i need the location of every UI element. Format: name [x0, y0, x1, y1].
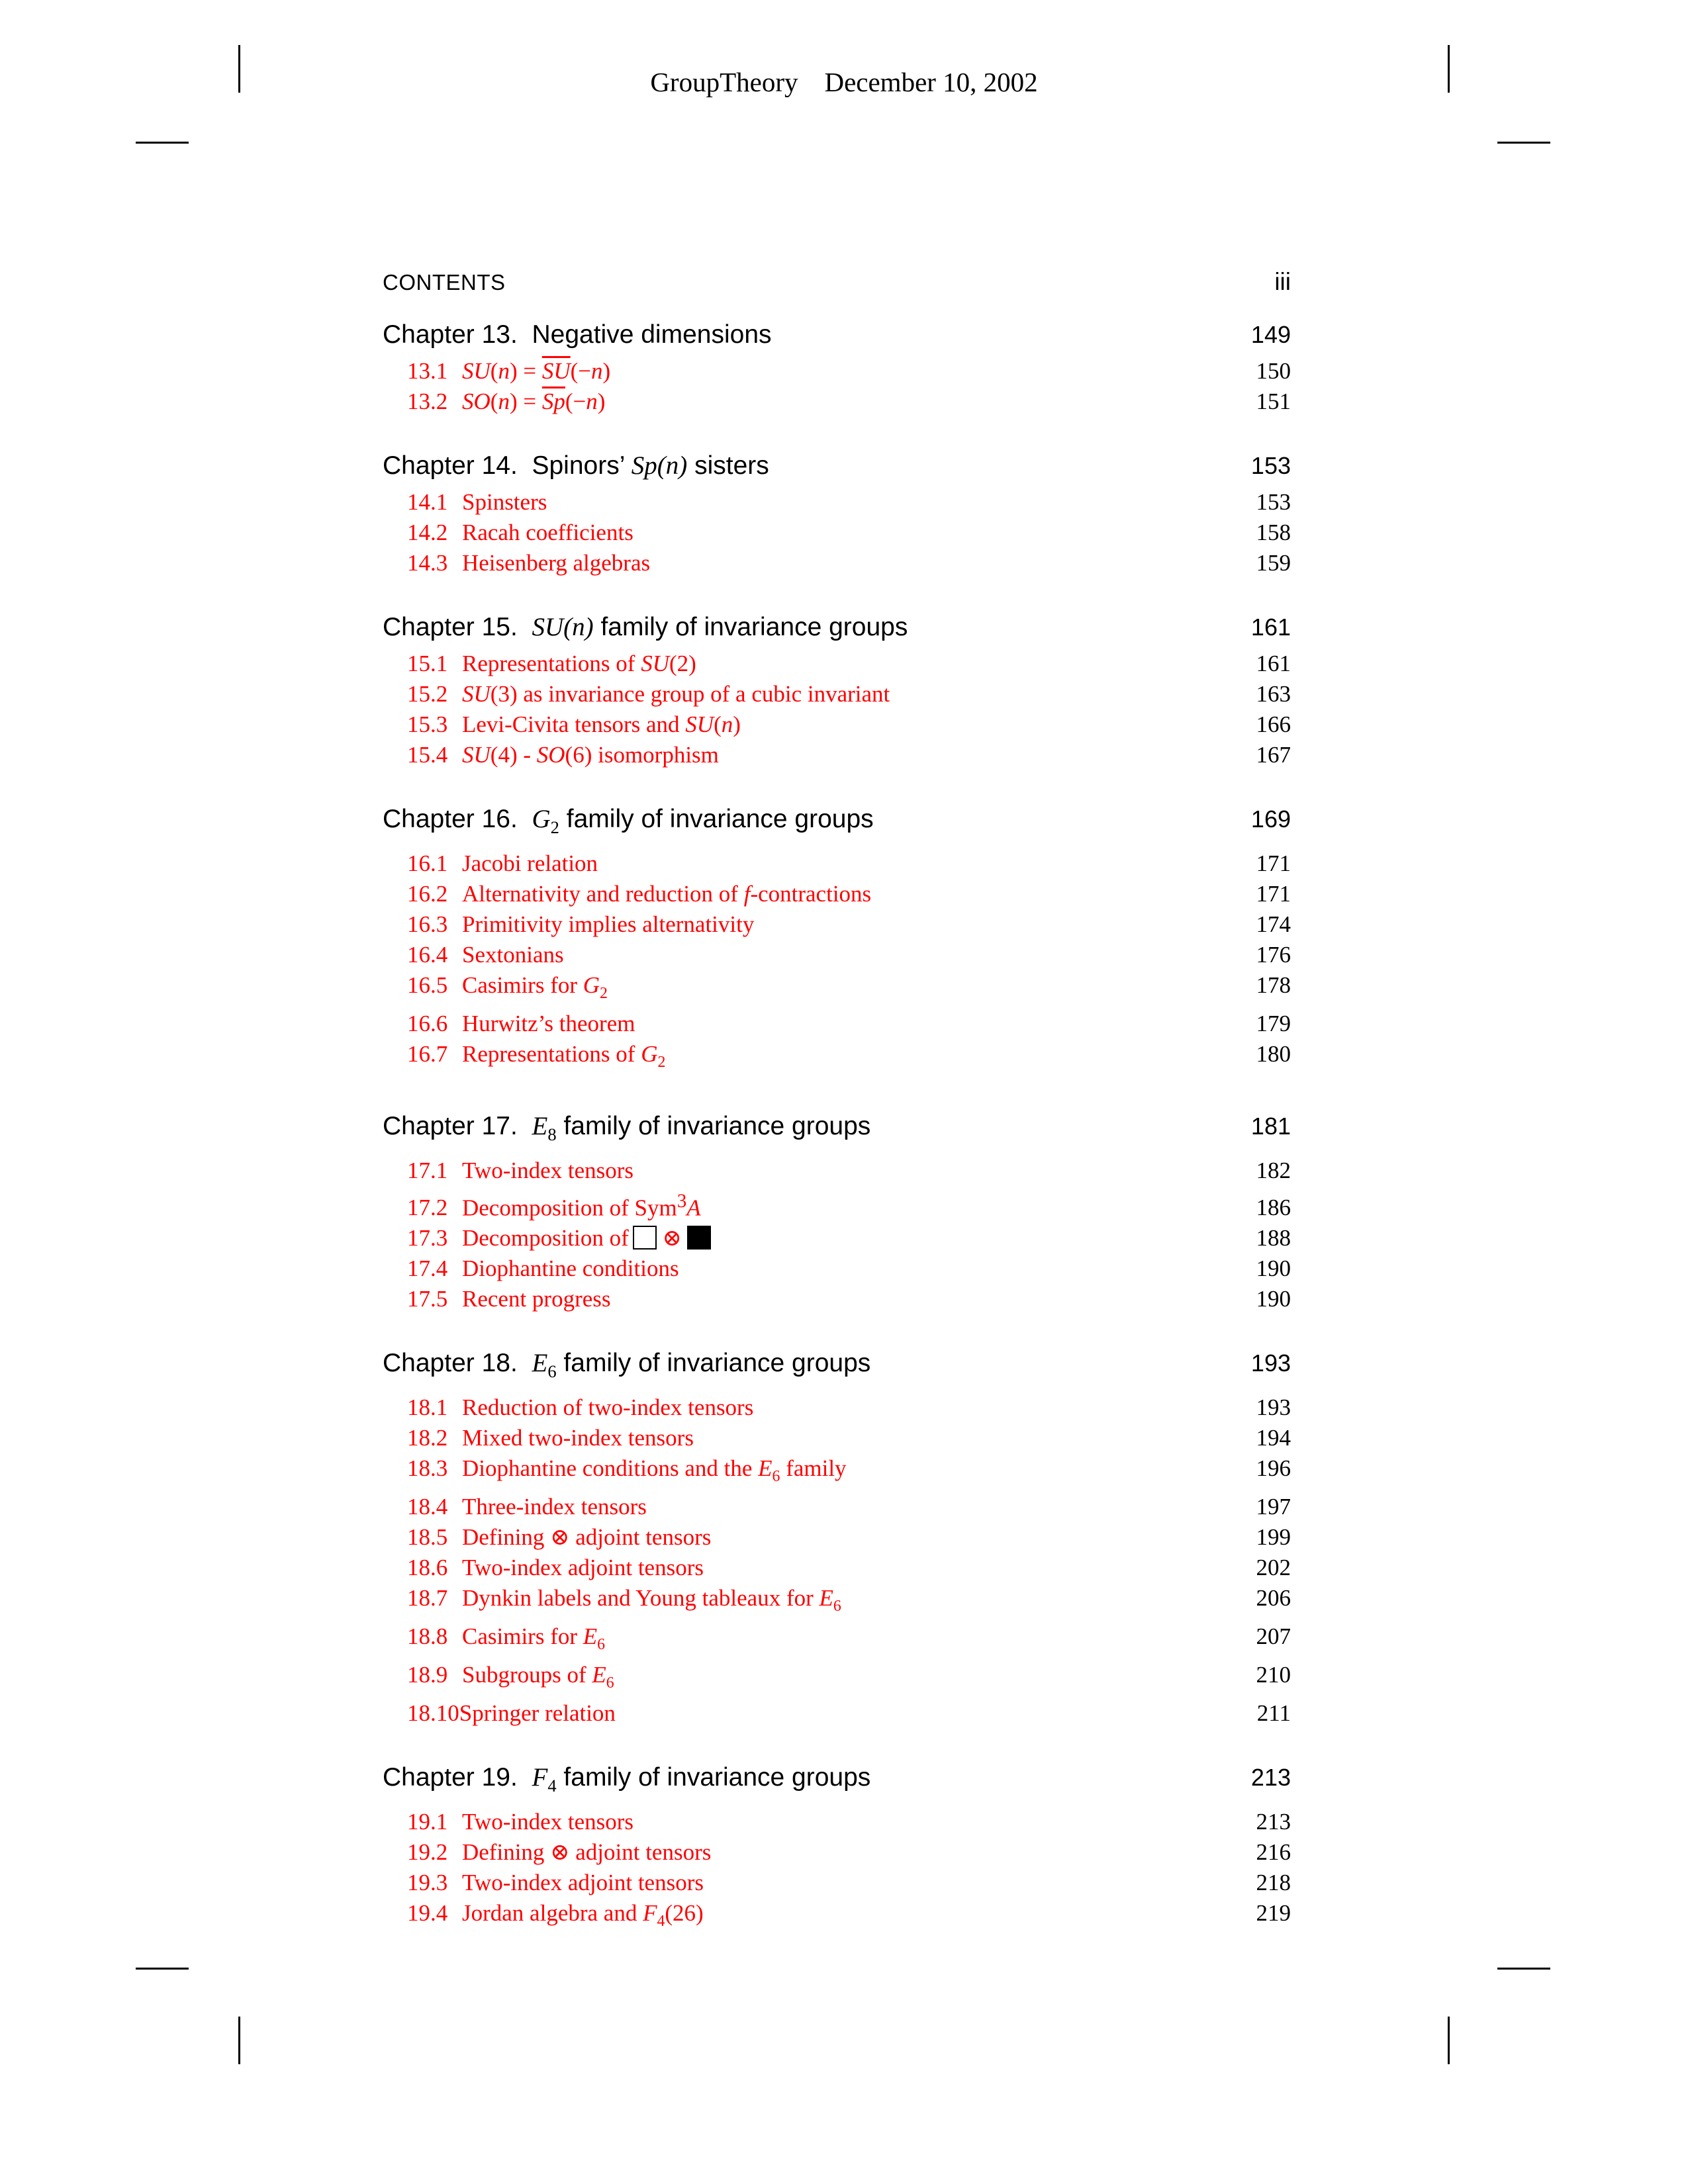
section-title-text: Two-index tensors: [462, 1157, 634, 1183]
crop-mark-top-left-horizontal: [136, 142, 189, 144]
contents-header: [383, 268, 1291, 296]
section-row[interactable]: [383, 1698, 1291, 1729]
section-row[interactable]: [383, 1492, 1291, 1522]
section-math: $E_6$: [758, 1455, 780, 1486]
chapter-block: [383, 316, 1291, 417]
section-page: 219: [1256, 1899, 1291, 1926]
section-title-text: Sextonians: [462, 941, 564, 968]
section-title-text: Diophantine conditions and the: [462, 1455, 753, 1482]
math-subscript: 6: [772, 1468, 780, 1486]
section-page: 188: [1256, 1225, 1291, 1251]
section-title: [383, 1039, 665, 1077]
section-title-text: Two-index tensors: [462, 1808, 634, 1835]
section-title-text: Jacobi relation: [462, 850, 598, 876]
section-page: 171: [1256, 880, 1291, 907]
section-math-identity: $SU(n) = \overline{SU}(-n)$: [462, 358, 611, 384]
section-page: 186: [1256, 1195, 1291, 1221]
chapter-label: Chapter 19.: [383, 1763, 518, 1792]
section-row[interactable]: [383, 879, 1291, 909]
section-number: 15.1: [407, 651, 448, 676]
section-number: 18.4: [407, 1494, 448, 1520]
section-title: [383, 356, 610, 387]
section-number: 18.3: [407, 1455, 448, 1482]
section-title: [383, 1284, 611, 1314]
section-title-text: Subgroups of: [462, 1662, 586, 1688]
chapter-title-math: [632, 451, 687, 480]
section-number: 19.1: [407, 1808, 448, 1835]
math-subscript: 6: [547, 1361, 557, 1382]
section-page: 153: [1256, 489, 1291, 515]
section-title: [383, 909, 754, 940]
section-row[interactable]: [383, 1807, 1291, 1837]
section-row[interactable]: [383, 387, 1291, 417]
section-title-text: Recent progress: [462, 1286, 611, 1312]
section-row[interactable]: [383, 1660, 1291, 1698]
section-row[interactable]: [383, 518, 1291, 548]
section-math: SO(6): [536, 742, 592, 768]
section-page: 158: [1256, 520, 1291, 545]
section-row[interactable]: [383, 1621, 1291, 1660]
section-title: [383, 940, 564, 970]
section-page: 174: [1256, 911, 1291, 937]
table-of-contents: [383, 316, 1291, 1967]
math-symbol: F: [532, 1763, 548, 1792]
section-title: [383, 1186, 701, 1224]
section-row[interactable]: [383, 1583, 1291, 1621]
math-subscript: 6: [597, 1636, 606, 1654]
section-number: 16.4: [407, 941, 448, 968]
section-title-suffix: family: [786, 1455, 847, 1482]
section-title-text: Springer relation: [459, 1700, 616, 1727]
section-title: [383, 1223, 711, 1253]
section-row[interactable]: [383, 848, 1291, 879]
section-row[interactable]: [383, 1453, 1291, 1492]
chapter-title-suffix: family of invariance groups: [600, 613, 908, 641]
section-title-text: Three-index tensors: [462, 1494, 647, 1520]
section-title-text: Racah coefficients: [462, 520, 633, 545]
section-row[interactable]: [383, 548, 1291, 578]
section-title-text: Two-index adjoint tensors: [462, 1555, 704, 1581]
section-title: [383, 387, 605, 417]
superscript: 3: [677, 1190, 687, 1212]
section-title-text: Mixed two-index tensors: [462, 1425, 694, 1451]
section-page: 171: [1256, 850, 1291, 876]
math-subscript: 2: [657, 1053, 666, 1071]
section-title: [383, 1583, 841, 1621]
math-symbol: G: [532, 805, 551, 833]
chapter-page: 181: [1250, 1112, 1291, 1140]
math-subscript: 6: [606, 1674, 614, 1692]
section-number: 17.5: [407, 1286, 448, 1312]
chapter-row[interactable]: [383, 1345, 1291, 1390]
section-title: [383, 1453, 847, 1492]
section-title-text: Reduction of two-index tensors: [462, 1394, 754, 1421]
section-title-text: Representations of: [462, 651, 635, 676]
section-page: 190: [1256, 1255, 1291, 1282]
section-number: 17.2: [407, 1195, 448, 1221]
section-math-identity: $SO(n) = \overline{Sp}(-n)$: [462, 388, 606, 414]
section-title-text: Hurwitz’s theorem: [462, 1010, 635, 1036]
section-page: 190: [1256, 1286, 1291, 1312]
section-page: 218: [1256, 1869, 1291, 1895]
section-number: 15.2: [407, 681, 448, 707]
section-math: $G_2$: [583, 972, 608, 1002]
chapter-page: 153: [1250, 452, 1291, 479]
section-page: 202: [1256, 1555, 1291, 1581]
section-title-suffix: (26): [665, 1899, 704, 1926]
section-title-suffix: isomorphism: [598, 742, 719, 768]
section-math: SU(n): [685, 711, 741, 737]
chapter-page: 149: [1250, 321, 1291, 348]
section-title-text: Defining ⊗ adjoint tensors: [462, 1524, 712, 1551]
section-number: 14.2: [407, 520, 448, 545]
section-number: 14.1: [407, 489, 448, 515]
math-subscript: 2: [600, 984, 608, 1002]
section-number: 16.7: [407, 1040, 448, 1067]
section-page: 210: [1256, 1662, 1291, 1688]
section-title-text: Diophantine conditions: [462, 1255, 679, 1282]
section-page: 194: [1256, 1425, 1291, 1451]
section-row[interactable]: [383, 1868, 1291, 1898]
section-title-text: -: [523, 742, 531, 768]
running-head-title: GroupTheory: [650, 67, 798, 97]
young-box-black-icon: [687, 1226, 711, 1250]
section-page: 182: [1256, 1157, 1291, 1183]
chapter-title-math: [532, 1111, 557, 1144]
crop-mark-top-right-horizontal: [1497, 142, 1550, 144]
section-page: 167: [1256, 742, 1291, 768]
section-math: A: [686, 1195, 701, 1221]
chapter-row[interactable]: [383, 609, 1291, 646]
section-title: [383, 548, 650, 578]
chapter-label: Chapter 18.: [383, 1349, 518, 1378]
chapter-title-math: [532, 1763, 557, 1796]
page-number: iii: [1274, 268, 1291, 295]
crop-mark-bottom-right-horizontal: [1497, 1968, 1550, 1970]
chapter-row[interactable]: [383, 1759, 1291, 1804]
section-title: [383, 1621, 605, 1660]
chapter-block: [383, 1759, 1291, 1936]
chapter-page: 161: [1250, 614, 1291, 641]
section-title-text: Casimirs for: [462, 1623, 578, 1650]
section-math-prefix: SU(4): [462, 742, 518, 768]
section-math: $G_2$: [641, 1040, 666, 1071]
chapter-label: Chapter 17.: [383, 1111, 518, 1140]
section-row[interactable]: [383, 1253, 1291, 1284]
section-title: [383, 679, 890, 709]
section-number: 17.4: [407, 1255, 448, 1282]
section-title: [383, 649, 696, 679]
tensor-product-symbol: ⊗: [662, 1225, 682, 1251]
section-page: 211: [1256, 1700, 1291, 1727]
chapter-title: [383, 316, 772, 353]
section-number: 15.3: [407, 711, 448, 737]
section-number: 18.5: [407, 1524, 448, 1551]
chapter-title-text: Negative dimensions: [532, 320, 772, 349]
section-title: [383, 1009, 635, 1039]
section-row[interactable]: [383, 1522, 1291, 1553]
section-row[interactable]: [383, 1186, 1291, 1224]
section-page: 163: [1256, 681, 1291, 707]
section-number: 18.1: [407, 1394, 448, 1421]
chapter-title: [383, 801, 874, 846]
section-row[interactable]: [383, 1156, 1291, 1186]
math-symbol: SU(n): [532, 613, 594, 641]
section-row[interactable]: [383, 909, 1291, 940]
section-title-text: Heisenberg algebras: [462, 550, 651, 576]
section-row[interactable]: [383, 356, 1291, 387]
section-page: 176: [1256, 941, 1291, 968]
chapter-title-suffix: family of invariance groups: [566, 805, 874, 833]
chapter-label: Chapter 15.: [383, 613, 518, 641]
chapter-title: [383, 1345, 870, 1390]
chapter-title: [383, 1108, 870, 1153]
chapter-block: [383, 447, 1291, 578]
section-row[interactable]: [383, 1423, 1291, 1453]
section-number: 17.1: [407, 1157, 448, 1183]
section-title: [383, 487, 547, 518]
section-row[interactable]: [383, 740, 1291, 770]
running-head-date: December 10, 2002: [824, 67, 1038, 97]
section-number: 15.4: [407, 742, 448, 768]
section-row[interactable]: [383, 1898, 1291, 1936]
section-number: 18.6: [407, 1555, 448, 1581]
section-number: 19.4: [407, 1899, 448, 1926]
chapter-title-suffix: sisters: [694, 451, 769, 480]
section-number: 14.3: [407, 550, 448, 576]
chapter-page: 193: [1250, 1349, 1291, 1377]
section-row[interactable]: [383, 709, 1291, 740]
section-page: 161: [1256, 651, 1291, 676]
section-title: [383, 1423, 694, 1453]
section-title: [383, 1698, 616, 1729]
section-page: 196: [1256, 1455, 1291, 1482]
section-math-prefix: SU(3): [462, 681, 518, 707]
section-page: 213: [1256, 1808, 1291, 1835]
chapter-block: [383, 609, 1291, 770]
section-row[interactable]: [383, 1009, 1291, 1039]
section-page: 179: [1256, 1010, 1291, 1036]
section-page: 151: [1256, 388, 1291, 414]
section-title-text: as invariance group of a cubic invariant: [523, 681, 890, 707]
chapter-title: [383, 447, 769, 484]
chapter-row[interactable]: [383, 316, 1291, 353]
section-row[interactable]: [383, 649, 1291, 679]
section-number: 16.5: [407, 972, 448, 998]
section-title-text: Jordan algebra and: [462, 1899, 637, 1926]
section-title-text: Primitivity implies alternativity: [462, 911, 755, 937]
section-title-text: Decomposition of Sym: [462, 1195, 677, 1221]
section-page: 166: [1256, 711, 1291, 737]
section-title: [383, 1156, 633, 1186]
section-title: [383, 1868, 704, 1898]
section-title: [383, 1392, 753, 1423]
section-number: 17.3: [407, 1225, 448, 1251]
section-title-text: Levi-Civita tensors and: [462, 711, 680, 737]
math-symbol: E: [532, 1349, 548, 1378]
section-page: 199: [1256, 1524, 1291, 1551]
section-title-text: Casimirs for: [462, 972, 578, 998]
running-head: [0, 66, 1688, 98]
chapter-title-math: [532, 1349, 557, 1382]
section-number: 16.6: [407, 1010, 448, 1036]
chapter-block: [383, 1345, 1291, 1729]
section-page: 180: [1256, 1040, 1291, 1067]
section-title: [383, 970, 608, 1009]
section-number: 13.2: [407, 388, 448, 414]
chapter-title-math: [532, 613, 593, 641]
section-row[interactable]: [383, 1553, 1291, 1583]
section-math: $F_4$: [643, 1899, 665, 1930]
section-title: [383, 848, 598, 879]
chapter-title-suffix: family of invariance groups: [563, 1111, 871, 1140]
section-title-text: Representations of: [462, 1040, 635, 1067]
section-number: 13.1: [407, 358, 448, 384]
chapter-row[interactable]: [383, 801, 1291, 846]
section-title-text: Dynkin labels and Young tableaux for: [462, 1585, 814, 1612]
section-number: 18.7: [407, 1585, 448, 1612]
young-box-white-icon: [633, 1226, 657, 1250]
section-title: [383, 1522, 711, 1553]
chapter-block: [383, 1108, 1291, 1314]
math-subscript: 6: [833, 1598, 841, 1615]
chapter-title-math: [532, 805, 559, 837]
chapter-row[interactable]: [383, 1108, 1291, 1153]
section-math: $E_6$: [592, 1662, 614, 1692]
section-page: 207: [1256, 1623, 1291, 1650]
section-title-text: Decomposition of: [462, 1225, 629, 1251]
chapter-page: 213: [1250, 1764, 1291, 1792]
crop-mark-bottom-left-horizontal: [136, 1968, 189, 1970]
section-row[interactable]: [383, 940, 1291, 970]
section-math: f: [743, 880, 751, 907]
chapter-label: Chapter 16.: [383, 805, 518, 833]
section-number: 18.10: [407, 1700, 459, 1727]
section-number: 18.2: [407, 1425, 448, 1451]
section-row[interactable]: [383, 1392, 1291, 1423]
section-title: [383, 879, 871, 909]
chapter-label: Chapter 13.: [383, 320, 518, 349]
section-title: [383, 709, 741, 740]
chapter-title-suffix: family of invariance groups: [563, 1349, 871, 1378]
section-title: [383, 1660, 614, 1698]
chapter-page: 169: [1250, 805, 1291, 833]
section-page: 216: [1256, 1839, 1291, 1865]
section-title-suffix: -contractions: [750, 880, 872, 907]
section-math: $E_6$: [819, 1585, 841, 1615]
section-title: [383, 1492, 647, 1522]
section-title-text: Two-index adjoint tensors: [462, 1869, 704, 1895]
math-subscript: 4: [547, 1775, 557, 1796]
section-row[interactable]: [383, 487, 1291, 518]
math-subscript: 8: [547, 1124, 557, 1144]
math-subscript: 4: [657, 1912, 665, 1930]
crop-mark-bottom-left-vertical: [238, 2017, 240, 2064]
section-number: 16.3: [407, 911, 448, 937]
section-title-text: Spinsters: [462, 489, 547, 515]
section-row[interactable]: [383, 970, 1291, 1009]
section-row[interactable]: [383, 1039, 1291, 1077]
chapter-title-suffix: family of invariance groups: [563, 1763, 871, 1792]
section-title: [383, 1553, 704, 1583]
section-row[interactable]: [383, 1223, 1291, 1253]
section-number: 19.3: [407, 1869, 448, 1895]
section-number: 16.2: [407, 880, 448, 907]
math-symbol: E: [532, 1111, 548, 1140]
section-page: 197: [1256, 1494, 1291, 1520]
section-page: 206: [1256, 1585, 1291, 1612]
chapter-row[interactable]: [383, 447, 1291, 484]
chapter-label: Chapter 14.: [383, 451, 518, 480]
math-symbol: Sp(n): [631, 451, 688, 480]
section-title: [383, 1898, 704, 1936]
chapter-title-text: Spinors’: [532, 451, 624, 480]
section-title: [383, 1837, 711, 1868]
section-row[interactable]: [383, 1837, 1291, 1868]
crop-mark-bottom-right-vertical: [1448, 2017, 1450, 2064]
section-title-text: Defining ⊗ adjoint tensors: [462, 1839, 712, 1865]
section-title: [383, 1807, 633, 1837]
section-row[interactable]: [383, 679, 1291, 709]
section-row[interactable]: [383, 1284, 1291, 1314]
contents-label: CONTENTS: [383, 270, 506, 295]
section-page: 150: [1256, 358, 1291, 384]
chapter-title: [383, 609, 908, 646]
section-math: SU(2): [641, 651, 696, 676]
math-subscript: 2: [550, 817, 559, 837]
chapter-title: [383, 1759, 870, 1804]
section-page: 159: [1256, 550, 1291, 576]
section-number: 18.9: [407, 1662, 448, 1688]
section-title: [383, 1253, 679, 1284]
section-title: [383, 740, 719, 770]
section-number: 16.1: [407, 850, 448, 876]
section-number: 18.8: [407, 1623, 448, 1650]
chapter-block: [383, 801, 1291, 1077]
section-page: 193: [1256, 1394, 1291, 1421]
section-title: [383, 518, 633, 548]
section-title-text: Alternativity and reduction of: [462, 880, 738, 907]
section-page: 178: [1256, 972, 1291, 998]
section-math: $E_6$: [583, 1623, 606, 1654]
section-number: 19.2: [407, 1839, 448, 1865]
